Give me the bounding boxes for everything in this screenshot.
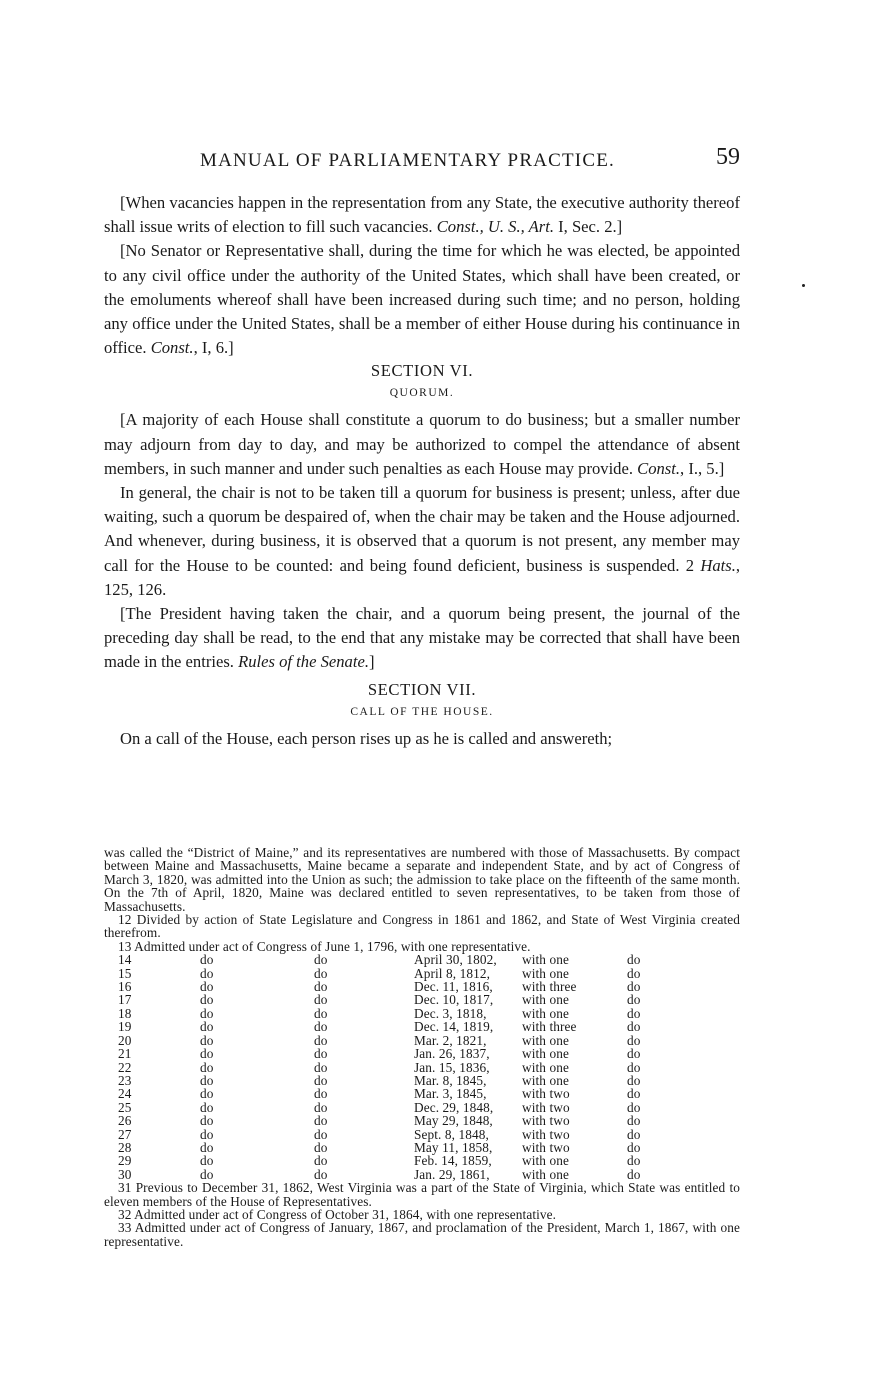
footnote-number: 24 bbox=[118, 1086, 132, 1102]
ditto-cell: do bbox=[627, 1086, 641, 1102]
representatives-cell: with two bbox=[522, 1139, 570, 1155]
representatives-cell: with one bbox=[522, 1059, 569, 1075]
footnote-number: 23 bbox=[118, 1072, 132, 1088]
ditto-cell: do bbox=[200, 1046, 214, 1062]
ditto-cell: do bbox=[627, 965, 641, 981]
date-cell: Mar. 8, 1845, bbox=[414, 1072, 487, 1088]
ditto-cell: do bbox=[627, 1113, 641, 1129]
date-cell: April 30, 1802, bbox=[414, 952, 497, 968]
ditto-cell: do bbox=[314, 992, 328, 1008]
representatives-cell: with two bbox=[522, 1099, 570, 1115]
representatives-cell: with one bbox=[522, 952, 569, 968]
section-heading-vii: SECTION VII. bbox=[367, 679, 477, 699]
ditto-cell: do bbox=[314, 1032, 328, 1048]
table-row bbox=[104, 1154, 687, 1167]
ditto-cell: do bbox=[627, 1032, 641, 1048]
ditto-cell: do bbox=[627, 992, 641, 1008]
ditto-cell: do bbox=[200, 1099, 214, 1115]
footnote-number: 25 bbox=[118, 1099, 132, 1115]
date-cell: Dec. 11, 1816, bbox=[414, 979, 493, 995]
table-row bbox=[104, 1074, 687, 1087]
ditto-cell: do bbox=[200, 992, 214, 1008]
ditto-cell: do bbox=[200, 952, 214, 968]
ditto-cell: do bbox=[200, 1059, 214, 1075]
ditto-cell: do bbox=[314, 1166, 328, 1182]
footnote-31: 31 Previous to December 31, 1862, West Virginia was a part of the State of Virginia, which State was entitled to eleven members of the House of Representatives. bbox=[104, 1180, 740, 1209]
ditto-cell: do bbox=[314, 1126, 328, 1142]
footnote-number: 18 bbox=[118, 1005, 132, 1021]
table-row bbox=[104, 1114, 687, 1127]
paragraph-civil-office: [No Senator or Representative shall, during the time for which he was elected, be appointed to any civil office under the authority of the United States, which shall have been created, or the emoluments whereof shall have been increased during such time; and no person, holding any office under the United States, shall be a member of either House during his continuance in office. Const., I, 6.] bbox=[104, 241, 740, 358]
footnote-number: 14 bbox=[118, 952, 132, 968]
date-cell: Dec. 14, 1819, bbox=[414, 1019, 494, 1035]
date-cell: Dec. 10, 1817, bbox=[414, 992, 494, 1008]
ditto-cell: do bbox=[627, 1046, 641, 1062]
ditto-cell: do bbox=[314, 1046, 328, 1062]
date-cell: Feb. 14, 1859, bbox=[414, 1153, 492, 1169]
footnotes bbox=[104, 846, 740, 1248]
paragraph-president: [The President having taken the chair, and a quorum being present, the journal of the preceding day shall be read, to the end that any mistake may be corrected that shall have been made in the entries. Rules of the Senate.] bbox=[104, 604, 740, 672]
ditto-cell: do bbox=[627, 1126, 641, 1142]
ditto-cell: do bbox=[627, 1153, 641, 1169]
ditto-cell: do bbox=[314, 1086, 328, 1102]
ditto-cell: do bbox=[200, 1072, 214, 1088]
ditto-cell: do bbox=[200, 979, 214, 995]
table-row bbox=[104, 1087, 687, 1100]
representatives-cell: with two bbox=[522, 1086, 570, 1102]
admissions-table bbox=[104, 953, 687, 1181]
ditto-cell: do bbox=[314, 952, 328, 968]
ditto-cell: do bbox=[627, 1019, 641, 1035]
footnote-number: 30 bbox=[118, 1166, 132, 1182]
table-row bbox=[104, 1007, 687, 1020]
table-row bbox=[104, 1047, 687, 1060]
ditto-cell: do bbox=[627, 1139, 641, 1155]
footnote-13: 13 Admitted under act of Congress of June 1, 1796, with one representative. bbox=[118, 938, 531, 954]
ditto-cell: do bbox=[200, 1086, 214, 1102]
footnote-maine: was called the “District of Maine,” and its representatives are numbered with those of Massachusetts. By compact between Maine and Massachusetts, Maine became a separate and independent State, and by act of Congress of March 3, 1820, was admitted into the Union as such; the admission to take place on the fifteenth of the same month. On the 7th of April, 1820, Maine was declared entitled to seven representatives, to be taken from those of Massachusetts. bbox=[104, 845, 740, 914]
representatives-cell: with one bbox=[522, 1032, 569, 1048]
table-row bbox=[104, 993, 687, 1006]
representatives-cell: with one bbox=[522, 1166, 569, 1182]
paragraph-call-of-house: On a call of the House, each person rises up as he is called and answereth; bbox=[120, 728, 613, 748]
citation: Const. bbox=[637, 458, 681, 478]
date-cell: April 8, 1812, bbox=[414, 965, 491, 981]
ditto-cell: do bbox=[314, 1139, 328, 1155]
ditto-cell: do bbox=[200, 1166, 214, 1182]
table-row bbox=[104, 1101, 687, 1114]
ditto-cell: do bbox=[200, 965, 214, 981]
paragraph-vacancies: [When vacancies happen in the representation from any State, the executive authority thereof shall issue writs of election to fill such vacancies. Const., U. S., Art. I, Sec. 2.] bbox=[104, 193, 740, 237]
ditto-cell: do bbox=[314, 1019, 328, 1035]
representatives-cell: with one bbox=[522, 1005, 569, 1021]
ditto-cell: do bbox=[314, 965, 328, 981]
representatives-cell: with one bbox=[522, 965, 569, 981]
ditto-cell: do bbox=[314, 1059, 328, 1075]
footnote-number: 20 bbox=[118, 1032, 132, 1048]
ditto-cell: do bbox=[314, 979, 328, 995]
footnote-number: 17 bbox=[118, 992, 132, 1008]
representatives-cell: with two bbox=[522, 1113, 570, 1129]
representatives-cell: with two bbox=[522, 1126, 570, 1142]
footnote-12: 12 Divided by action of State Legislature and Congress in 1861 and 1862, and State of West Virginia created therefrom. bbox=[104, 912, 740, 941]
table-row bbox=[104, 1128, 687, 1141]
ditto-cell: do bbox=[200, 1032, 214, 1048]
date-cell: Sept. 8, 1848, bbox=[414, 1126, 489, 1142]
footnote-32: 32 Admitted under act of Congress of October 31, 1864, with one representative. bbox=[118, 1206, 557, 1222]
ditto-cell: do bbox=[200, 1113, 214, 1129]
running-title: MANUAL OF PARLIAMENTARY PRACTICE. bbox=[200, 150, 615, 171]
date-cell: Jan. 26, 1837, bbox=[414, 1046, 490, 1062]
date-cell: May 11, 1858, bbox=[414, 1139, 493, 1155]
ditto-cell: do bbox=[627, 1072, 641, 1088]
footnote-number: 27 bbox=[118, 1126, 132, 1142]
date-cell: Mar. 2, 1821, bbox=[414, 1032, 487, 1048]
footnote-number: 21 bbox=[118, 1046, 132, 1062]
ditto-cell: do bbox=[627, 1099, 641, 1115]
representatives-cell: with one bbox=[522, 1072, 569, 1088]
ditto-cell: do bbox=[314, 1099, 328, 1115]
table-row bbox=[104, 1061, 687, 1074]
ditto-cell: do bbox=[627, 1059, 641, 1075]
ditto-cell: do bbox=[200, 1019, 214, 1035]
ditto-cell: do bbox=[314, 1005, 328, 1021]
ditto-cell: do bbox=[314, 1072, 328, 1088]
ink-speck bbox=[802, 284, 805, 287]
date-cell: Dec. 29, 1848, bbox=[414, 1099, 494, 1115]
footnote-number: 16 bbox=[118, 979, 132, 995]
footnote-number: 29 bbox=[118, 1153, 132, 1169]
citation: Const. bbox=[150, 338, 194, 358]
running-header bbox=[200, 144, 740, 176]
representatives-cell: with three bbox=[522, 979, 577, 995]
ditto-cell: do bbox=[314, 1113, 328, 1129]
page-number: 59 bbox=[716, 144, 740, 170]
table-row bbox=[104, 1168, 687, 1181]
table-row bbox=[104, 967, 687, 980]
footnote-33: 33 Admitted under act of Congress of January, 1867, and proclamation of the President, March 1, 1867, with one representative. bbox=[104, 1220, 740, 1249]
ditto-cell: do bbox=[200, 1153, 214, 1169]
table-row bbox=[104, 1034, 687, 1047]
representatives-cell: with one bbox=[522, 1153, 569, 1169]
ditto-cell: do bbox=[627, 1005, 641, 1021]
ditto-cell: do bbox=[627, 979, 641, 995]
paragraph-majority: [A majority of each House shall constitute a quorum to do business; but a smaller number may adjourn from day to day, and may be authorized to compel the attendance of absent members, in such manner and under such penalties as each House may provide. Const., I., 5.] bbox=[104, 410, 740, 478]
section-heading-vi: SECTION VI. bbox=[370, 361, 474, 381]
section-subheading-quorum: QUORUM. bbox=[389, 387, 455, 400]
date-cell: May 29, 1848, bbox=[414, 1113, 493, 1129]
representatives-cell: with one bbox=[522, 1046, 569, 1062]
ditto-cell: do bbox=[627, 1166, 641, 1182]
table-row bbox=[104, 1141, 687, 1154]
footnote-number: 26 bbox=[118, 1113, 132, 1129]
ditto-cell: do bbox=[314, 1153, 328, 1169]
table-row bbox=[104, 953, 687, 966]
date-cell: Jan. 15, 1836, bbox=[414, 1059, 490, 1075]
date-cell: Dec. 3, 1818, bbox=[414, 1005, 487, 1021]
ditto-cell: do bbox=[200, 1139, 214, 1155]
footnote-number: 15 bbox=[118, 965, 132, 981]
representatives-cell: with one bbox=[522, 992, 569, 1008]
table-row bbox=[104, 980, 687, 993]
ditto-cell: do bbox=[200, 1005, 214, 1021]
date-cell: Mar. 3, 1845, bbox=[414, 1086, 487, 1102]
section-subheading-call: CALL OF THE HOUSE. bbox=[350, 705, 494, 718]
date-cell: Jan. 29, 1861, bbox=[414, 1166, 490, 1182]
ditto-cell: do bbox=[627, 952, 641, 968]
citation: Rules of the Senate. bbox=[238, 652, 369, 672]
table-row bbox=[104, 1020, 687, 1033]
paragraph-chair: In general, the chair is not to be taken till a quorum for business is present; unless, after due waiting, such a quorum be despaired of, when the chair may be taken and the House adjourned. And whenever, during business, it is observed that a quorum is not present, any member may call for the House to be counted: and being found deficient, business is suspended. 2 Hats., 125, 126. bbox=[104, 483, 740, 599]
representatives-cell: with three bbox=[522, 1019, 577, 1035]
footnote-number: 22 bbox=[118, 1059, 132, 1075]
citation: Hats. bbox=[700, 555, 736, 575]
main-text bbox=[104, 191, 740, 751]
footnote-number: 19 bbox=[118, 1019, 132, 1035]
ditto-cell: do bbox=[200, 1126, 214, 1142]
citation: Const., U. S., Art. bbox=[436, 217, 554, 237]
footnote-number: 28 bbox=[118, 1139, 132, 1155]
